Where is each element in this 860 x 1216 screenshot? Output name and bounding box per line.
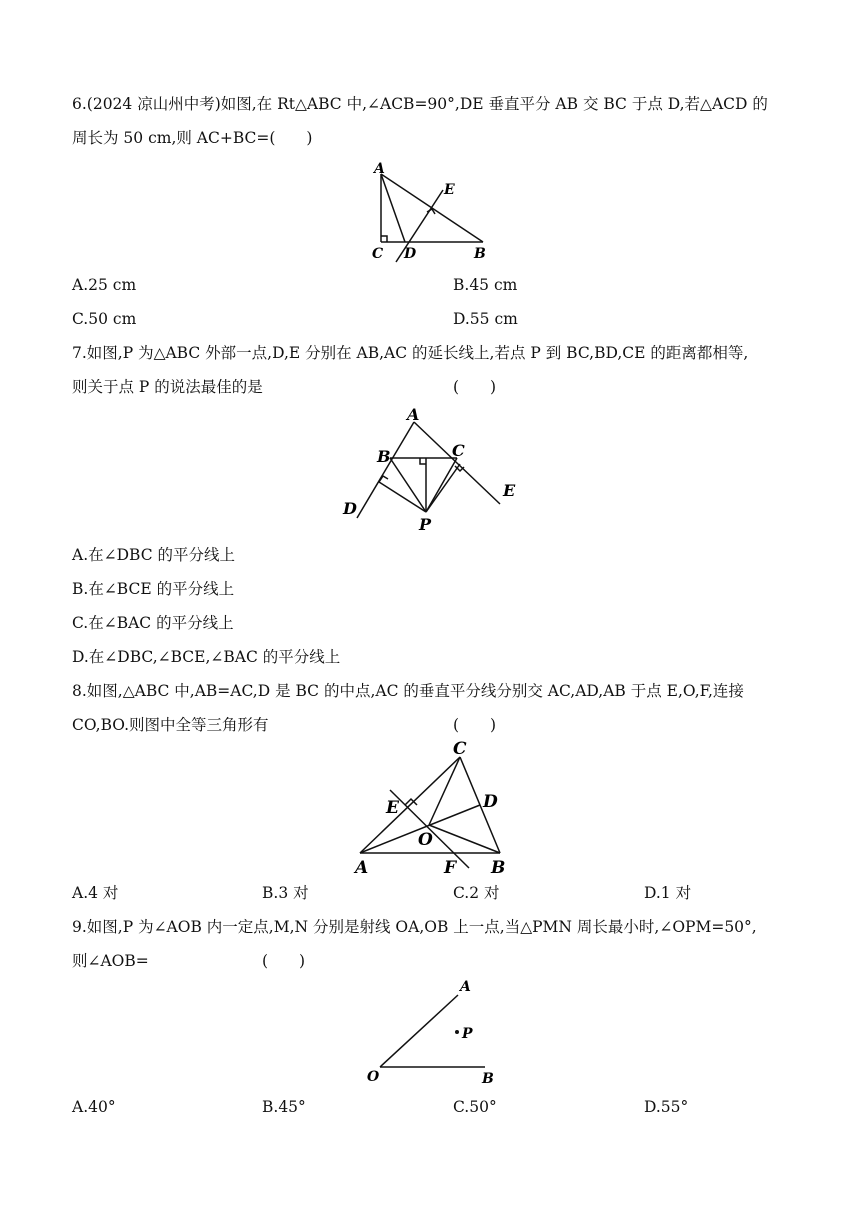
q6-label-a: A [374, 161, 385, 177]
q6-option-d: D.55 cm [453, 310, 518, 328]
q9-option-b: B.45° [262, 1098, 306, 1116]
q7-label-e: E [503, 481, 516, 500]
q9-text-line1: 9.如图,P 为∠AOB 内一定点,M,N 分别是射线 OA,OB 上一点,当△PMN 周长最小时,∠OPM=50°, [72, 918, 757, 936]
q7-label-d: D [343, 499, 357, 518]
q7-text-line1: 7.如图,P 为△ABC 外部一点,D,E 分别在 AB,AC 的延长线上,若点 P 到 BC,BD,CE 的距离都相等, [72, 344, 749, 362]
q7-label-b: B [377, 447, 391, 466]
q6-option-c: C.50 cm [72, 310, 137, 328]
q6-option-a: A.25 cm [72, 276, 137, 294]
q9-option-c: C.50° [453, 1098, 497, 1116]
q7-option-d: D.在∠DBC,∠BCE,∠BAC 的平分线上 [72, 648, 341, 666]
q8-option-a: A.4 对 [72, 884, 119, 902]
q8-text-line2: CO,BO.则图中全等三角形有 [72, 716, 269, 734]
q7-answer-paren: ( ) [453, 378, 497, 396]
q6-text-line1: 6.(2024 凉山州中考)如图,在 Rt△ABC 中,∠ACB=90°,DE 垂直平分 AB 交 BC 于点 D,若△ACD 的 [72, 95, 768, 113]
q8-option-c: C.2 对 [453, 884, 500, 902]
q9-option-a: A.40° [72, 1098, 116, 1116]
q8-label-o: O [418, 830, 433, 850]
q8-label-b: B [491, 858, 506, 878]
q8-label-f: F [444, 858, 457, 878]
q6-text-line2: 周长为 50 cm,则 AC+BC=( ) [72, 129, 313, 147]
q7-label-a: A [407, 405, 420, 424]
q7-label-c: C [452, 441, 465, 460]
q6-label-c: C [372, 246, 384, 262]
q8-text-line1: 8.如图,△ABC 中,AB=AC,D 是 BC 的中点,AC 的垂直平分线分别交 AC,AD,AB 于点 E,O,F,连接 [72, 682, 744, 700]
q9-label-b: B [482, 1071, 494, 1087]
q9-answer-paren: ( ) [262, 952, 306, 970]
q8-option-d: D.1 对 [644, 884, 692, 902]
q7-option-a: A.在∠DBC 的平分线上 [72, 546, 236, 564]
q6-label-b: B [474, 246, 486, 262]
q9-label-p: P [462, 1026, 473, 1042]
q7-label-p: P [419, 515, 432, 534]
q8-figure [350, 735, 520, 880]
q8-label-c: C [453, 739, 467, 759]
q8-answer-paren: ( ) [453, 716, 497, 734]
q7-option-c: C.在∠BAC 的平分线上 [72, 614, 234, 632]
q9-text-line2: 则∠AOB= [72, 952, 149, 970]
q7-figure [335, 400, 525, 535]
q8-option-b: B.3 对 [262, 884, 309, 902]
q6-figure [360, 158, 500, 266]
q6-label-d: D [404, 246, 417, 262]
q9-figure [360, 975, 510, 1090]
q8-label-d: D [483, 792, 498, 812]
q8-label-e: E [386, 798, 399, 818]
q6-label-e: E [444, 182, 455, 198]
q6-option-b: B.45 cm [453, 276, 518, 294]
q8-label-a: A [355, 858, 369, 878]
q9-point-p [455, 1030, 459, 1034]
q7-option-b: B.在∠BCE 的平分线上 [72, 580, 235, 598]
q9-label-o: O [367, 1069, 380, 1085]
q7-text-line2: 则关于点 P 的说法最佳的是 [72, 378, 263, 396]
q9-label-a: A [460, 979, 471, 995]
q9-option-d: D.55° [644, 1098, 689, 1116]
